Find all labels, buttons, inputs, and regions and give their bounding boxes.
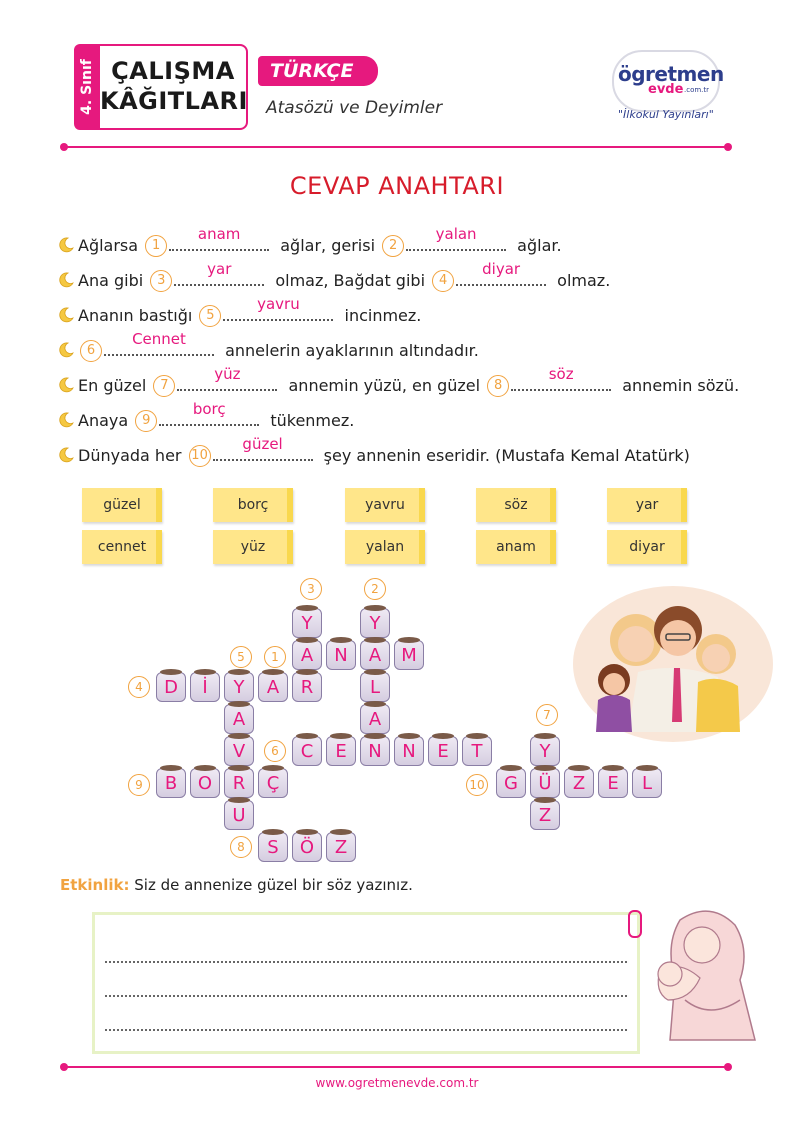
crossword-cell: Z [326, 832, 356, 862]
answer-blank[interactable] [213, 435, 313, 461]
answer-text: diyar [482, 260, 521, 278]
answer-blank[interactable] [177, 365, 277, 391]
proverb-text: En güzel [78, 376, 152, 395]
word-card: yar [607, 488, 687, 522]
answer-blank[interactable] [174, 260, 264, 286]
crossword-cell: E [326, 736, 356, 766]
proverb-text: şey annenin eseridir. (Mustafa Kemal Atatürk) [318, 446, 690, 465]
writing-line[interactable] [105, 1029, 627, 1031]
crossword-cell: O [190, 768, 220, 798]
clue-number: 8 [230, 836, 252, 858]
crossword-cell: Ü [530, 768, 560, 798]
crossword-cell: Ç [258, 768, 288, 798]
blank-number: 7 [153, 375, 175, 397]
blank-number: 10 [189, 445, 211, 467]
proverb-line [58, 330, 758, 368]
answer-blank[interactable] [511, 365, 611, 391]
crossword-cell: B [156, 768, 186, 798]
crossword-cell: A [360, 640, 390, 670]
proverb-text: tükenmez. [265, 411, 355, 430]
crossword-cell: N [326, 640, 356, 670]
crossword-cell: Z [564, 768, 594, 798]
blank-number: 5 [199, 305, 221, 327]
writing-area[interactable] [92, 912, 640, 1054]
word-card: yalan [345, 530, 425, 564]
crossword-cell: E [428, 736, 458, 766]
word-card: borç [213, 488, 293, 522]
logo-subtitle: "İlkokul Yayınları" [618, 108, 714, 121]
crossword-cell: N [360, 736, 390, 766]
crossword-cell: Y [360, 608, 390, 638]
answer-text: yavru [257, 295, 300, 313]
blank-number: 2 [382, 235, 404, 257]
proverb-line [58, 435, 758, 473]
activity-prompt [60, 876, 413, 894]
blank-number: 9 [135, 410, 157, 432]
word-card: yavru [345, 488, 425, 522]
answer-text: anam [197, 225, 241, 243]
crossword-cell: Ö [292, 832, 322, 862]
answer-text: Cennet [132, 330, 186, 348]
answer-blank[interactable] [169, 225, 269, 251]
logo-domain: .com.tr [684, 86, 710, 94]
crossword-cell: V [224, 736, 254, 766]
proverb-text: Ananın bastığı [78, 306, 198, 325]
subject-tab: TÜRKÇE [258, 56, 378, 86]
family-illustration [568, 582, 778, 746]
crossword-cell: A [360, 704, 390, 734]
proverb-text: Ana gibi [78, 271, 149, 290]
footer-divider [64, 1066, 728, 1068]
activity-text: Siz de annenize güzel bir söz yazınız. [134, 876, 413, 894]
answer-text: borç [192, 400, 226, 418]
proverb-text: Dünyada her [78, 446, 187, 465]
crossword-cell: A [258, 672, 288, 702]
proverb-line [58, 400, 758, 438]
crossword-cell: S [258, 832, 288, 862]
crossword-cell: M [394, 640, 424, 670]
crossword-cell: D [156, 672, 186, 702]
blank-number: 4 [432, 270, 454, 292]
crossword-cell: E [598, 768, 628, 798]
proverb-list [58, 225, 758, 473]
moon-icon [58, 377, 74, 393]
crossword-cell: L [632, 768, 662, 798]
word-card: güzel [82, 488, 162, 522]
proverb-line [58, 225, 758, 263]
moon-icon [58, 447, 74, 463]
answer-blank[interactable] [406, 225, 506, 251]
clue-number: 2 [364, 578, 386, 600]
crossword-cell: A [292, 640, 322, 670]
proverb-text: olmaz, Bağdat gibi [270, 271, 431, 290]
proverb-text: Anaya [78, 411, 134, 430]
clue-number: 1 [264, 646, 286, 668]
word-card: diyar [607, 530, 687, 564]
moon-icon [58, 412, 74, 428]
crossword-cell: Z [530, 800, 560, 830]
word-card: cennet [82, 530, 162, 564]
proverb-text: ağlar, gerisi [275, 236, 381, 255]
title-line-2: KÂĞITLARI [100, 87, 248, 115]
answer-blank[interactable] [104, 330, 214, 356]
crossword-cell: Y [530, 736, 560, 766]
answer-text: söz [548, 365, 574, 383]
answer-text: yüz [214, 365, 241, 383]
proverb-text: annelerin ayaklarının altındadır. [220, 341, 479, 360]
logo-word-ogretmen: ögretmen [618, 62, 724, 86]
proverb-text: annemin yüzü, en güzel [283, 376, 486, 395]
title-line-1: ÇALIŞMA [111, 57, 235, 85]
answer-blank[interactable] [223, 295, 333, 321]
logo-word-evde: evde [648, 82, 684, 97]
answer-blank[interactable] [159, 400, 259, 426]
answer-text: yalan [435, 225, 477, 243]
crossword-cell: U [224, 800, 254, 830]
worksheet-title [98, 44, 248, 130]
crossword-cell: L [360, 672, 390, 702]
proverb-text: incinmez. [339, 306, 422, 325]
clue-number: 4 [128, 676, 150, 698]
blank-number: 8 [487, 375, 509, 397]
moon-icon [58, 307, 74, 323]
proverb-text: olmaz. [552, 271, 611, 290]
moon-icon [58, 342, 74, 358]
clue-number: 6 [264, 740, 286, 762]
header-divider [64, 146, 728, 148]
publisher-logo [606, 44, 722, 128]
clue-number: 3 [300, 578, 322, 600]
crossword-cell: Y [292, 608, 322, 638]
blank-number: 1 [145, 235, 167, 257]
crossword-cell: İ [190, 672, 220, 702]
answer-text: yar [207, 260, 232, 278]
mother-baby-illustration [640, 900, 770, 1050]
proverb-text: annemin sözü. [617, 376, 740, 395]
grade-badge [74, 44, 100, 130]
crossword-cell: G [496, 768, 526, 798]
blank-number: 6 [80, 340, 102, 362]
word-card: söz [476, 488, 556, 522]
crossword-cell: C [292, 736, 322, 766]
crossword-cell: T [462, 736, 492, 766]
moon-icon [58, 237, 74, 253]
moon-icon [58, 272, 74, 288]
writing-line[interactable] [105, 961, 627, 963]
crossword-cell: N [394, 736, 424, 766]
crossword-cell: R [224, 768, 254, 798]
blank-number: 3 [150, 270, 172, 292]
crossword-cell: A [224, 704, 254, 734]
writing-line[interactable] [105, 995, 627, 997]
proverb-text: ağlar. [512, 236, 562, 255]
proverb-line [58, 260, 758, 298]
footer-website[interactable]: www.ogretmenevde.com.tr [315, 1076, 479, 1090]
answer-blank[interactable] [456, 260, 546, 286]
crossword-cell: R [292, 672, 322, 702]
page-title: CEVAP ANAHTARI [289, 172, 505, 200]
answer-text: güzel [242, 435, 283, 453]
crossword-cell: Y [224, 672, 254, 702]
topic-label: Atasözü ve Deyimler [266, 98, 443, 118]
clue-number: 9 [128, 774, 150, 796]
word-card: anam [476, 530, 556, 564]
grade-label: 4. Sınıf [79, 59, 95, 115]
clue-number: 10 [466, 774, 488, 796]
activity-label: Etkinlik: [60, 876, 130, 894]
clue-number: 7 [536, 704, 558, 726]
proverb-text: Ağlarsa [78, 236, 144, 255]
clue-number: 5 [230, 646, 252, 668]
word-card: yüz [213, 530, 293, 564]
